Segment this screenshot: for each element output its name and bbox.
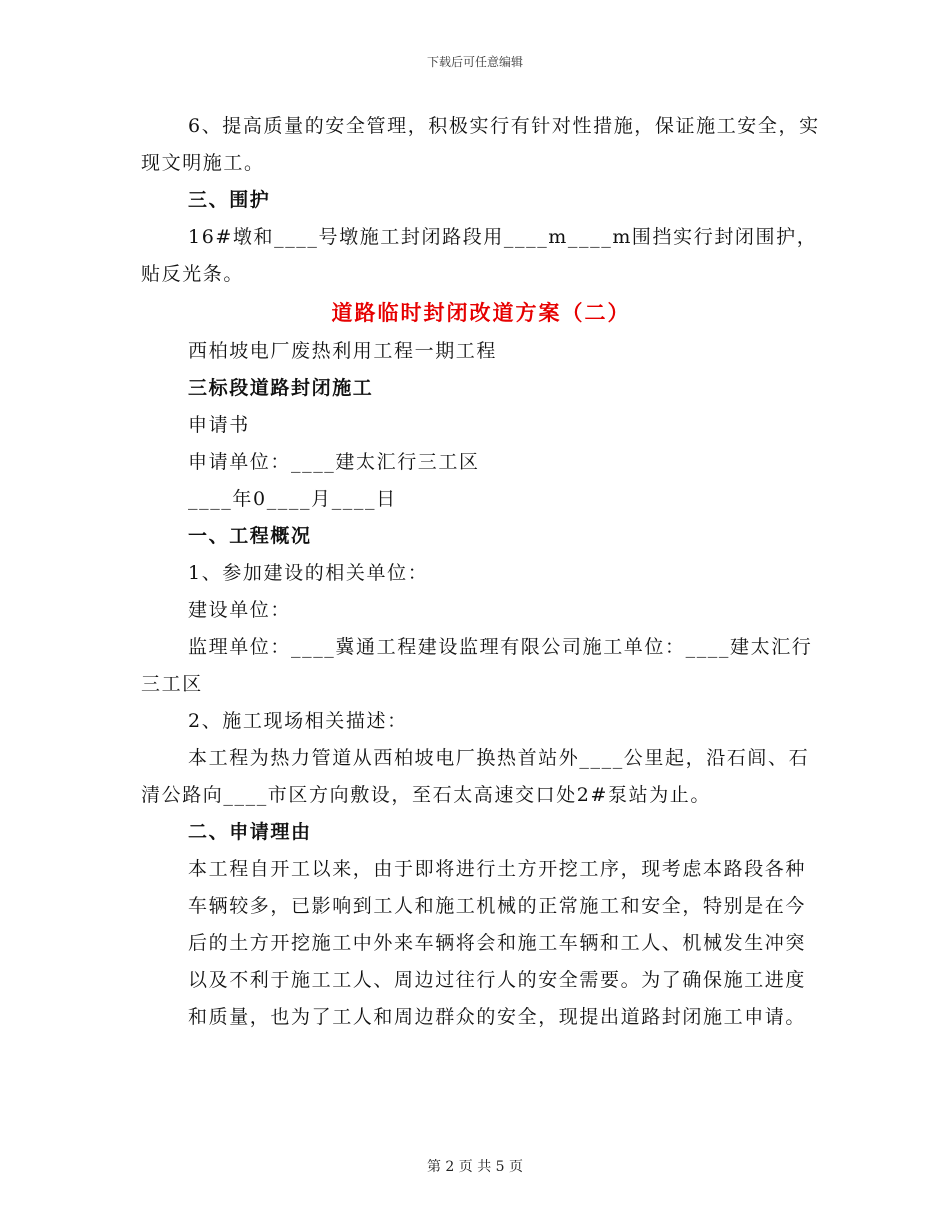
application-label: 申请书 bbox=[188, 414, 250, 436]
bid-section: 三标段道路封闭施工 bbox=[188, 377, 374, 399]
document-title: 道路临时封闭改道方案（二） bbox=[331, 300, 631, 325]
heading-overview: 一、工程概况 bbox=[188, 525, 312, 547]
reason-paragraph: 本工程自开工以来，由于即将进行土方开挖工序，现考虑本路段各种车辆较多，已影响到工人和施工机械的正常施工和安全，特别是在今后的土方开挖施工中外来车辆将会和施工车辆和工人、机械发生冲突以及不利于施工工人、周边过往行人的安全需要。为了确保施工进度和质量，也为了工人和周边群众的安全，现提出道路封闭施工申请。 bbox=[188, 858, 807, 1028]
page-footer: 第 2 页 共 5 页 bbox=[426, 1159, 524, 1175]
site-description-paragraph: 本工程为热力管道从西柏坡电厂换热首站外____公里起，沿石闾、石清公路向____市区方向敷设，至石太高速交口处2#泵站为止。 bbox=[141, 747, 810, 806]
supervisor-paragraph: 监理单位：____冀通工程建设监理有限公司施工单位：____建太汇行三工区 bbox=[141, 636, 813, 695]
header-note: 下载后可任意编辑 bbox=[426, 55, 523, 69]
item-2-paragraph: 2、施工现场相关描述： bbox=[188, 710, 408, 732]
item-1-paragraph: 1、参加建设的相关单位： bbox=[188, 562, 429, 584]
builder-line: 建设单位： bbox=[188, 599, 292, 621]
document-body bbox=[141, 108, 821, 1036]
date-line: ____年0____月____日 bbox=[188, 488, 397, 510]
heading-fence: 三、围护 bbox=[188, 189, 271, 211]
heading-reason: 二、申请理由 bbox=[188, 821, 312, 843]
fence-paragraph: 16#墩和____号墩施工封闭路段用____m____m围挡实行封闭围护，贴反光条。 bbox=[141, 226, 818, 285]
applicant-line: 申请单位：____建太汇行三工区 bbox=[188, 451, 480, 473]
item-6-paragraph: 6、提高质量的安全管理，积极实行有针对性措施，保证施工安全，实现文明施工。 bbox=[141, 115, 820, 174]
project-name: 西柏坡电厂废热利用工程一期工程 bbox=[188, 340, 498, 362]
